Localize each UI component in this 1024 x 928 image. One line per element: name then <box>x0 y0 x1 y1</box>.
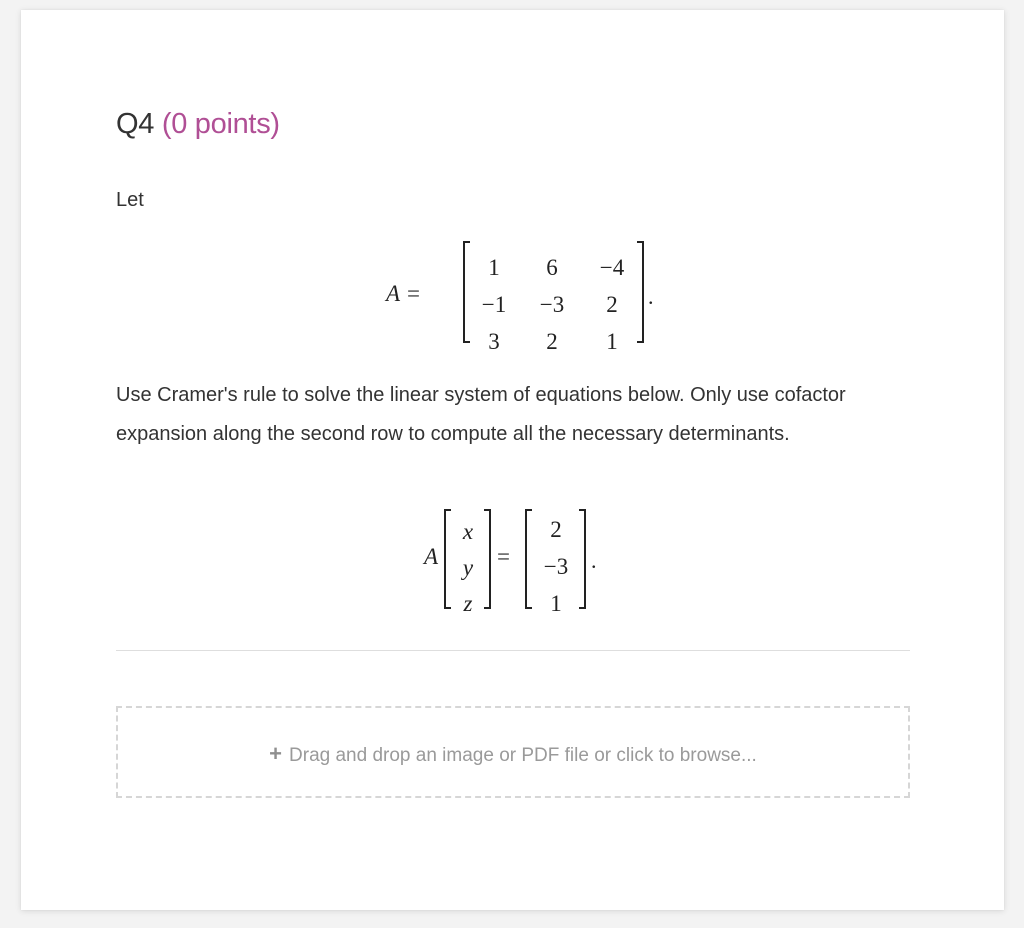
plus-icon: + <box>269 741 283 766</box>
section-divider <box>116 650 910 651</box>
system-matrix-label: A <box>424 544 439 569</box>
system-rhs-value: −3 <box>543 554 569 579</box>
question-number: Q4 <box>116 108 155 140</box>
system-rhs-value: 2 <box>550 517 562 542</box>
linear-system-equation <box>422 504 622 614</box>
matrix-a-cell: 1 <box>606 329 618 354</box>
matrix-a-cell: −4 <box>599 255 625 280</box>
instructions-text: Use Cramer's rule to solve the linear system of equations below. Only use cofactor expansion along the second row to compute all the necessary determinants. <box>116 384 846 445</box>
intro-text: Let <box>116 189 144 211</box>
matrix-a-cell: 1 <box>488 255 500 280</box>
matrix-a-equals: = <box>407 281 420 306</box>
system-variable: y <box>462 555 474 580</box>
matrix-a-equation <box>386 238 654 354</box>
question-card <box>21 10 1004 910</box>
system-period: . <box>591 548 597 573</box>
question-points: (0 points) <box>161 108 280 140</box>
system-variable: x <box>462 519 474 544</box>
matrix-a-cell: 6 <box>546 255 558 280</box>
dropzone-text: Drag and drop an image or PDF file or click to browse... <box>289 745 757 766</box>
matrix-a-period: . <box>648 284 654 309</box>
system-equals: = <box>497 544 510 569</box>
matrix-a-cell: −1 <box>481 292 507 317</box>
matrix-a-cell: 3 <box>488 329 500 354</box>
dropzone-content[interactable] <box>118 741 908 767</box>
system-variable: z <box>463 591 473 616</box>
question-title <box>116 108 280 141</box>
matrix-a-cell: 2 <box>546 329 558 354</box>
matrix-a-cell: −3 <box>539 292 565 317</box>
system-rhs-value: 1 <box>550 591 562 616</box>
file-upload-dropzone[interactable] <box>116 706 910 798</box>
matrix-a-cell: 2 <box>606 292 618 317</box>
matrix-a-label: A <box>386 281 401 306</box>
